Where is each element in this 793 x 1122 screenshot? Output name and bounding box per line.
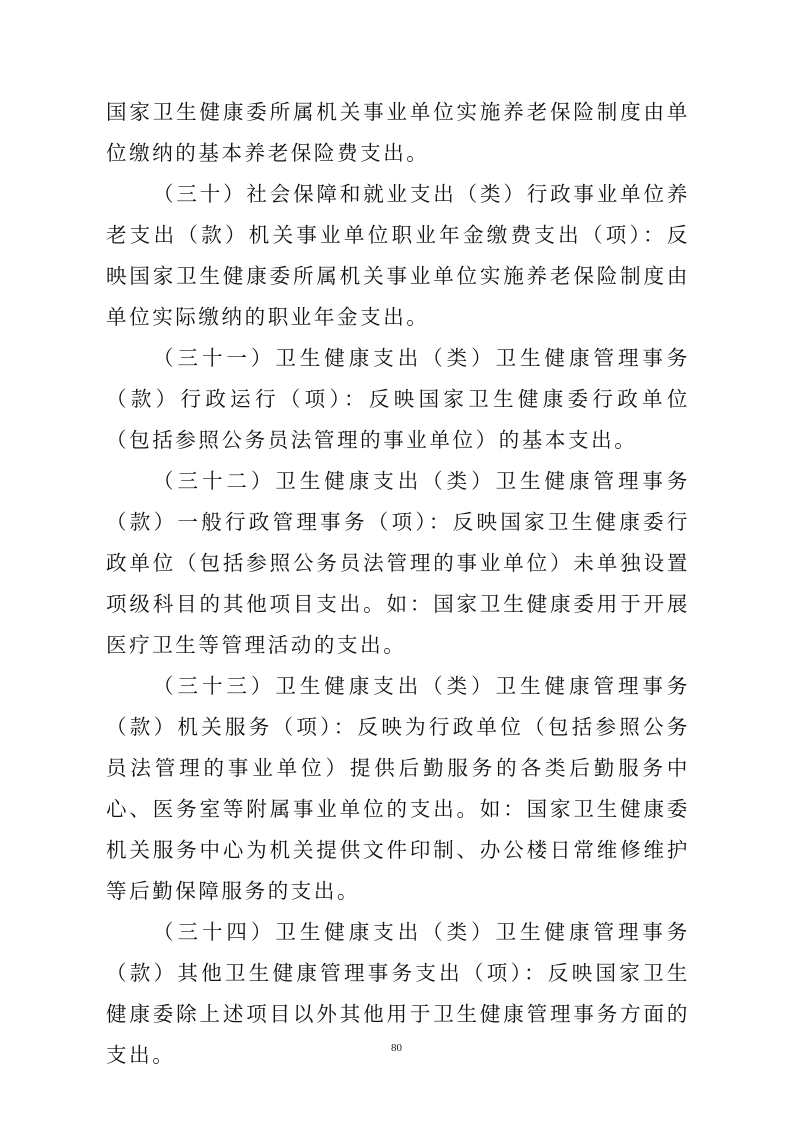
paragraph-item-30: （三十）社会保障和就业支出（类）行政事业单位养老支出（款）机关事业单位职业年金缴费支出（项）：反映国家卫生健康委所属机关事业单位实施养老保险制度由单位实际缴纳的职业年金支出。	[106, 182, 690, 329]
paragraph-item-33: （三十三）卫生健康支出（类）卫生健康管理事务（款）机关服务（项）：反映为行政单位（包括参照公务员法管理的事业单位）提供后勤服务的各类后勤服务中心、医务室等附属事业单位的支出。如：国家卫生健康委机关服务中心为机关提供文件印制、办公楼日常维修维护等后勤保障服务的支出。	[106, 674, 690, 903]
page-number: 80	[391, 1042, 402, 1054]
paragraph-continuation: 国家卫生健康委所属机关事业单位实施养老保险制度由单位缴纳的基本养老保险费支出。	[106, 100, 690, 165]
paragraph-item-32: （三十二）卫生健康支出（类）卫生健康管理事务（款）一般行政管理事务（项）：反映国家卫生健康委行政单位（包括参照公务员法管理的事业单位）未单独设置项级科目的其他项目支出。如：国家卫生健康委用于开展医疗卫生等管理活动的支出。	[106, 469, 690, 657]
paragraph-item-34: （三十四）卫生健康支出（类）卫生健康管理事务（款）其他卫生健康管理事务支出（项）：反映国家卫生健康委除上述项目以外其他用于卫生健康管理事务方面的支出。	[106, 920, 690, 1067]
document-body	[106, 92, 690, 1076]
paragraph-item-31: （三十一）卫生健康支出（类）卫生健康管理事务（款）行政运行（项）：反映国家卫生健康委行政单位（包括参照公务员法管理的事业单位）的基本支出。	[106, 346, 690, 452]
